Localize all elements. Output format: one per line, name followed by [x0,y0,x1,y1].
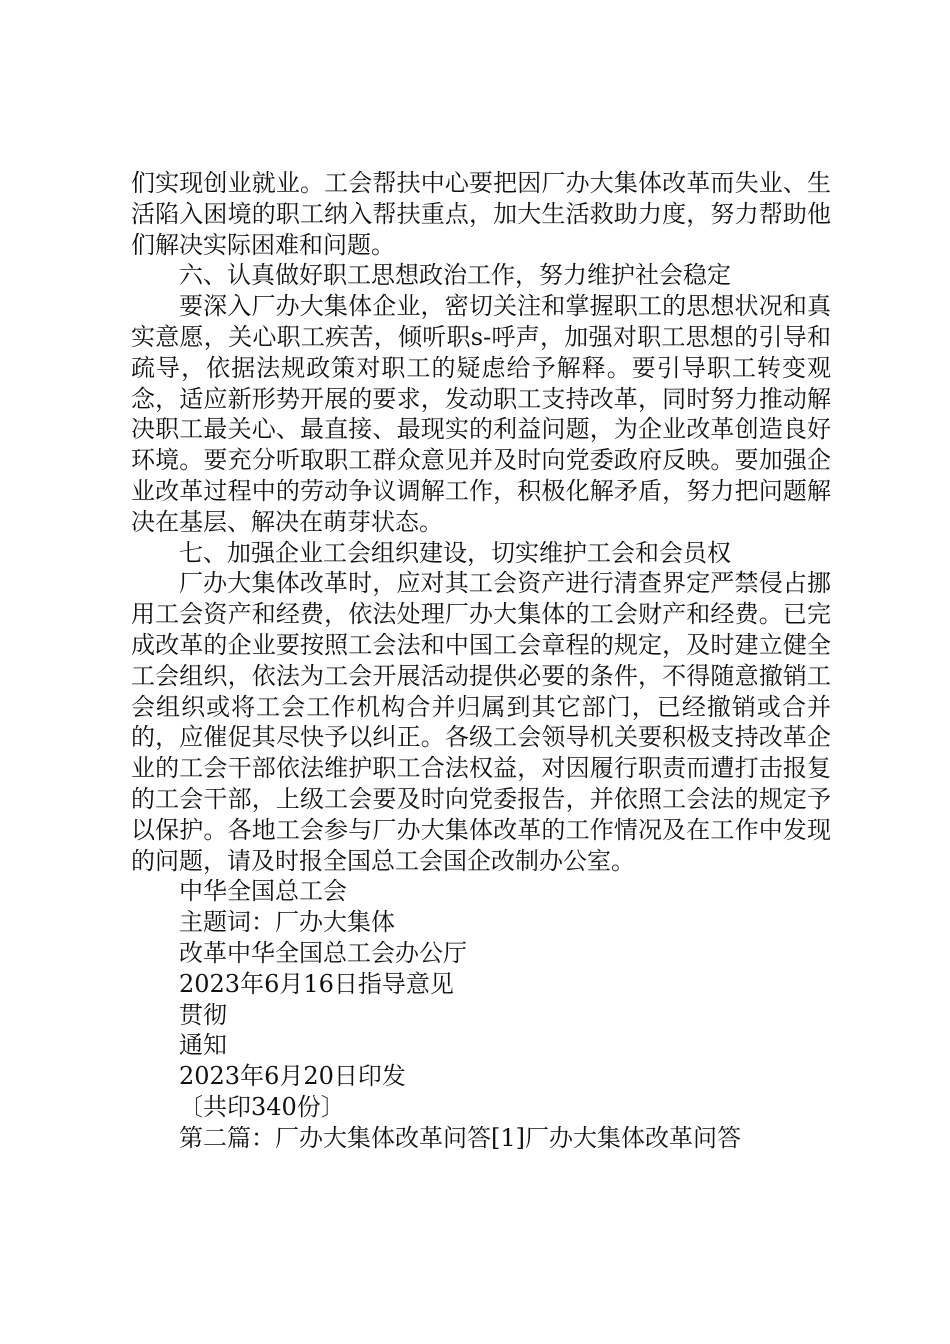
document-body [131,168,831,1154]
paragraph-section-six: 要深入厂办大集体企业，密切关注和掌握职工的思想状况和真实意愿，关心职工疾苦，倾听职s-呼声，加强对职工思想的引导和疏导，依据法规政策对职工的疑虑给予解释。要引导职工转变观念，适应新形势开展的要求，发动职工支持改革，同时努力推动解决职工最关心、最直接、最现实的利益问题，为企业改革创造良好环境。要充分听取职工群众意见并及时向党委政府反映。要加强企业改革过程中的劳动争议调解工作，积极化解矛盾，努力把问题解决在基层、解决在萌芽状态。 [131,292,831,536]
issuer-line: 中华全国总工会 [179,877,347,906]
notice-line: 通知 [179,1031,227,1060]
print-date-line: 2023年6月20日印发 [179,1062,406,1091]
date-guidance-line: 2023年6月16日指导意见 [179,969,454,998]
subject-words-line: 主题词：厂办大集体 [179,908,395,937]
section-heading-six: 六、认真做好职工思想政治工作，努力维护社会稳定 [179,261,731,290]
second-article-title: 第二篇：厂办大集体改革问答[1]厂办大集体改革问答 [179,1123,741,1152]
paragraph-continuation: 们实现创业就业。工会帮扶中心要把因厂办大集体改革而失业、生活陷入困境的职工纳入帮扶重点，加大生活救助力度，努力帮助他们解决实际困难和问题。 [131,169,831,259]
section-heading-seven: 七、加强企业工会组织建设，切实维护工会和会员权 [179,538,731,567]
paragraph-section-seven: 厂办大集体改革时，应对其工会资产进行清查界定严禁侵占挪用工会资产和经费，依法处理厂办大集体的工会财产和经费。已完成改革的企业要按照工会法和中国工会章程的规定，及时建立健全工会组织，依法为工会开展活动提供必要的条件，不得随意撤销工会组织或将工会工作机构合并归属到其它部门，已经撤销或合并的，应催促其尽快予以纠正。各级工会领导机关要积极支持改革企业的工会干部依法维护职工合法权益，对因履行职责而遭打击报复的工会干部，上级工会要及时向党委报告，并依照工会法的规定予以保护。各地工会参与厂办大集体改革的工作情况及在工作中发现的问题，请及时报全国总工会国企改制办公室。 [131,569,831,875]
implement-line: 贯彻 [179,1000,227,1029]
print-count-line: 〔共印340份〕 [179,1092,345,1121]
office-line: 改革中华全国总工会办公厅 [179,938,467,967]
